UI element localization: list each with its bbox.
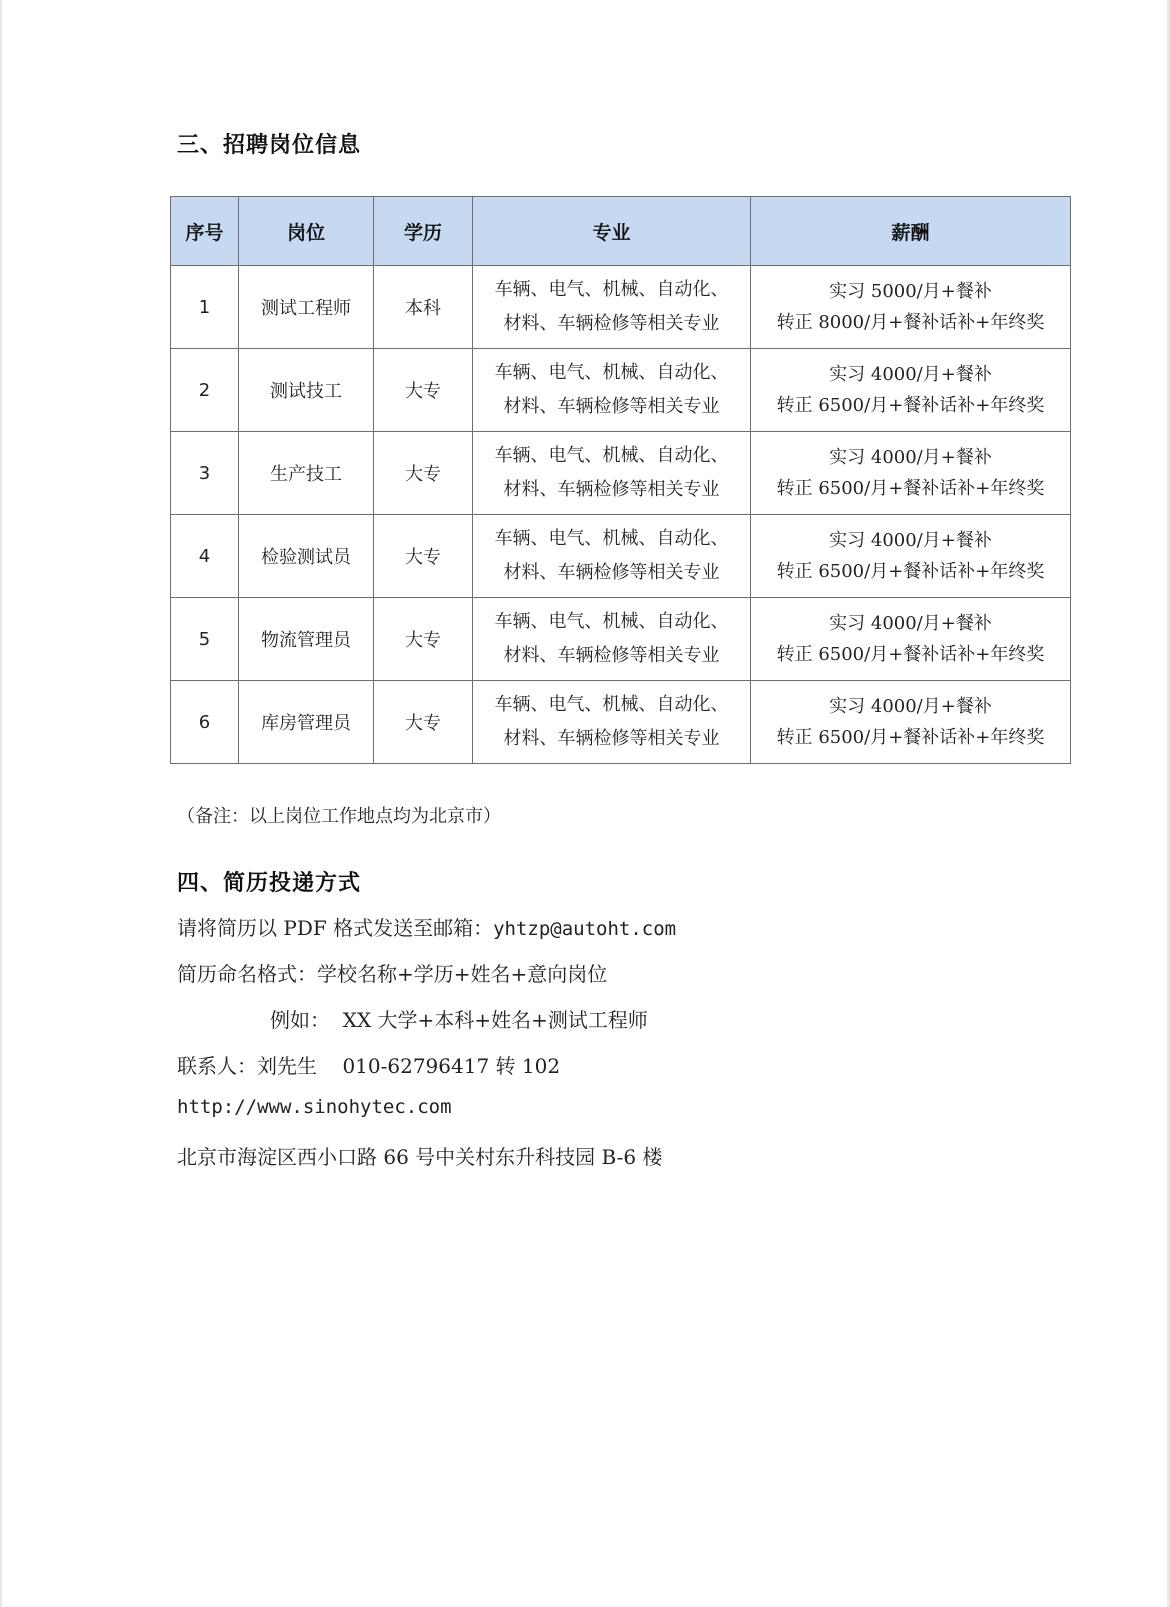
major-line: 车辆、电气、机械、自动化、: [494, 279, 729, 300]
email-link[interactable]: yhtzp@autoht.com: [493, 918, 677, 940]
major-line: 材料、车辆检修等相关专业: [503, 728, 720, 749]
table-row: [171, 598, 1071, 681]
cell-major: [473, 266, 751, 349]
naming-example: 例如： XX 大学+本科+姓名+测试工程师: [270, 1008, 648, 1032]
location-note: （备注：以上岗位工作地点均为北京市）: [177, 806, 501, 827]
salary-regular: 转正 6500/月+餐补话补+年终奖: [776, 561, 1045, 582]
major-line: 车辆、电气、机械、自动化、: [494, 611, 729, 632]
cell-position: 检验测试员: [239, 515, 374, 598]
major-line: 材料、车辆检修等相关专业: [503, 562, 720, 583]
cell-education: 大专: [374, 681, 473, 764]
cell-education: 大专: [374, 432, 473, 515]
cell-education: 大专: [374, 515, 473, 598]
cell-major: [473, 432, 751, 515]
cell-seq: 3: [171, 432, 239, 515]
salary-regular: 转正 6500/月+餐补话补+年终奖: [776, 478, 1045, 499]
salary-intern: 实习 4000/月+餐补: [829, 613, 992, 634]
cell-salary: [751, 598, 1071, 681]
salary-intern: 实习 4000/月+餐补: [829, 696, 992, 717]
cell-major: [473, 349, 751, 432]
cell-seq: 6: [171, 681, 239, 764]
header-education: 学历: [374, 197, 473, 266]
header-seq: 序号: [171, 197, 239, 266]
table-row: [171, 515, 1071, 598]
cell-position: 生产技工: [239, 432, 374, 515]
header-major: 专业: [473, 197, 751, 266]
section-title-resume-submission: 四、简历投递方式: [177, 871, 362, 896]
table-row: [171, 681, 1071, 764]
cell-seq: 1: [171, 266, 239, 349]
cell-position: 物流管理员: [239, 598, 374, 681]
cell-education: 大专: [374, 598, 473, 681]
major-line: 材料、车辆检修等相关专业: [503, 479, 720, 500]
cell-seq: 5: [171, 598, 239, 681]
contact-phone: 010-62796417 转 102: [342, 1054, 561, 1078]
major-line: 材料、车辆检修等相关专业: [503, 645, 720, 666]
salary-intern: 实习 5000/月+餐补: [829, 281, 992, 302]
table-row: [171, 432, 1071, 515]
major-line: 车辆、电气、机械、自动化、: [494, 528, 729, 549]
salary-intern: 实习 4000/月+餐补: [829, 447, 992, 468]
major-line: 车辆、电气、机械、自动化、: [494, 445, 729, 466]
cell-seq: 2: [171, 349, 239, 432]
salary-regular: 转正 6500/月+餐补话补+年终奖: [776, 644, 1045, 665]
major-line: 车辆、电气、机械、自动化、: [494, 694, 729, 715]
table-row: [171, 349, 1071, 432]
cell-education: 大专: [374, 349, 473, 432]
cell-salary: [751, 349, 1071, 432]
major-line: 材料、车辆检修等相关专业: [503, 313, 720, 334]
cell-major: [473, 681, 751, 764]
salary-regular: 转正 8000/月+餐补话补+年终奖: [776, 312, 1045, 333]
cell-position: 测试技工: [239, 349, 374, 432]
header-salary: 薪酬: [751, 197, 1071, 266]
cell-major: [473, 598, 751, 681]
cell-salary: [751, 515, 1071, 598]
cell-salary: [751, 681, 1071, 764]
job-table: [170, 196, 1071, 764]
website-link[interactable]: http://www.sinohytec.com: [177, 1096, 452, 1118]
cell-position: 测试工程师: [239, 266, 374, 349]
salary-intern: 实习 4000/月+餐补: [829, 364, 992, 385]
major-line: 材料、车辆检修等相关专业: [503, 396, 720, 417]
section-title-job-info: 三、招聘岗位信息: [177, 133, 362, 158]
cell-salary: [751, 432, 1071, 515]
contact-person: [177, 1050, 560, 1079]
cell-seq: 4: [171, 515, 239, 598]
cell-position: 库房管理员: [239, 681, 374, 764]
email-label: 请将简历以 PDF 格式发送至邮箱：: [177, 916, 494, 940]
salary-regular: 转正 6500/月+餐补话补+年终奖: [776, 727, 1045, 748]
table-row: [171, 266, 1071, 349]
contact-label: 联系人：刘先生: [177, 1054, 317, 1078]
naming-format: 简历命名格式：学校名称+学历+姓名+意向岗位: [177, 962, 608, 986]
email-instruction: [177, 912, 676, 941]
salary-regular: 转正 6500/月+餐补话补+年终奖: [776, 395, 1045, 416]
cell-major: [473, 515, 751, 598]
header-position: 岗位: [239, 197, 374, 266]
major-line: 车辆、电气、机械、自动化、: [494, 362, 729, 383]
company-address: 北京市海淀区西小口路 66 号中关村东升科技园 B-6 楼: [177, 1145, 663, 1169]
cell-education: 本科: [374, 266, 473, 349]
table-header-row: [171, 197, 1071, 266]
salary-intern: 实习 4000/月+餐补: [829, 530, 992, 551]
cell-salary: [751, 266, 1071, 349]
